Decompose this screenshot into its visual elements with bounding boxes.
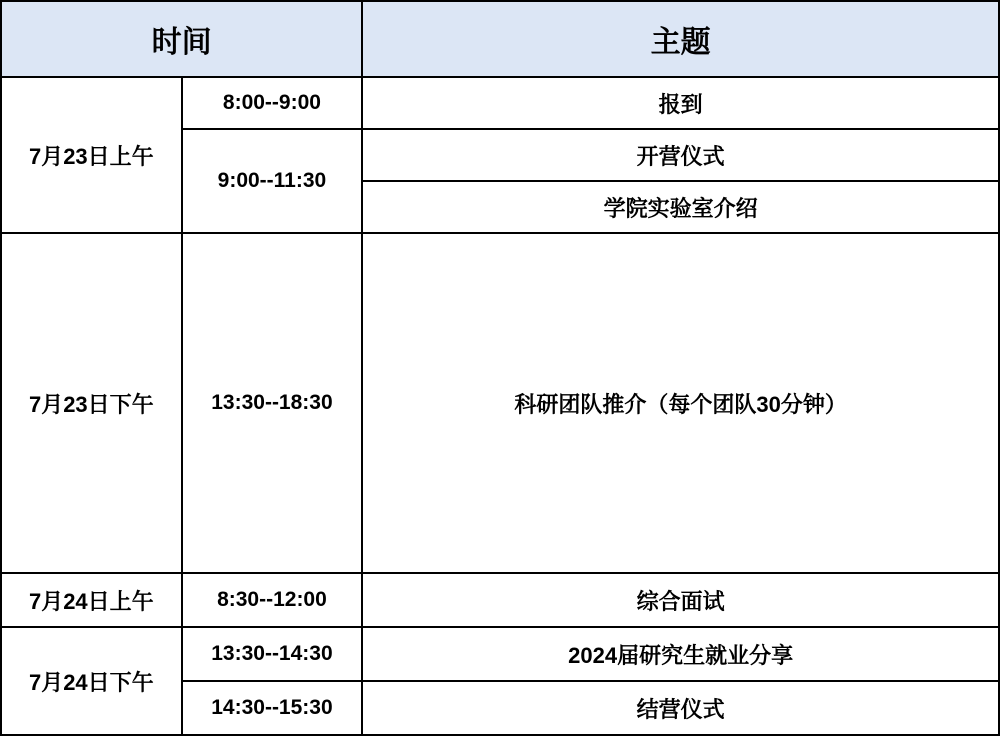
topic-cell: 报到 bbox=[362, 77, 999, 129]
table-row bbox=[1, 627, 999, 681]
time-cell: 13:30--14:30 bbox=[182, 627, 363, 681]
topic-cell: 开营仪式 bbox=[362, 129, 999, 181]
table-header bbox=[1, 1, 999, 77]
topic-cell: 2024届研究生就业分享 bbox=[362, 627, 999, 681]
time-cell: 9:00--11:30 bbox=[182, 129, 363, 233]
column-header-time: 时间 bbox=[1, 1, 362, 77]
time-cell: 8:30--12:00 bbox=[182, 573, 363, 627]
table-body bbox=[1, 77, 999, 735]
time-cell: 8:00--9:00 bbox=[182, 77, 363, 129]
period-cell: 7月24日上午 bbox=[1, 573, 182, 627]
topic-cell: 综合面试 bbox=[362, 573, 999, 627]
table-row bbox=[1, 77, 999, 129]
time-cell: 14:30--15:30 bbox=[182, 681, 363, 735]
topic-cell: 学院实验室介绍 bbox=[362, 181, 999, 233]
topic-cell: 结营仪式 bbox=[362, 681, 999, 735]
table-header-row bbox=[1, 1, 999, 77]
period-cell: 7月23日上午 bbox=[1, 77, 182, 233]
table-row bbox=[1, 233, 999, 573]
period-cell: 7月23日下午 bbox=[1, 233, 182, 573]
table-row bbox=[1, 573, 999, 627]
time-cell: 13:30--18:30 bbox=[182, 233, 363, 573]
topic-cell: 科研团队推介（每个团队30分钟） bbox=[362, 233, 999, 573]
column-header-topic: 主题 bbox=[362, 1, 999, 77]
period-cell: 7月24日下午 bbox=[1, 627, 182, 735]
